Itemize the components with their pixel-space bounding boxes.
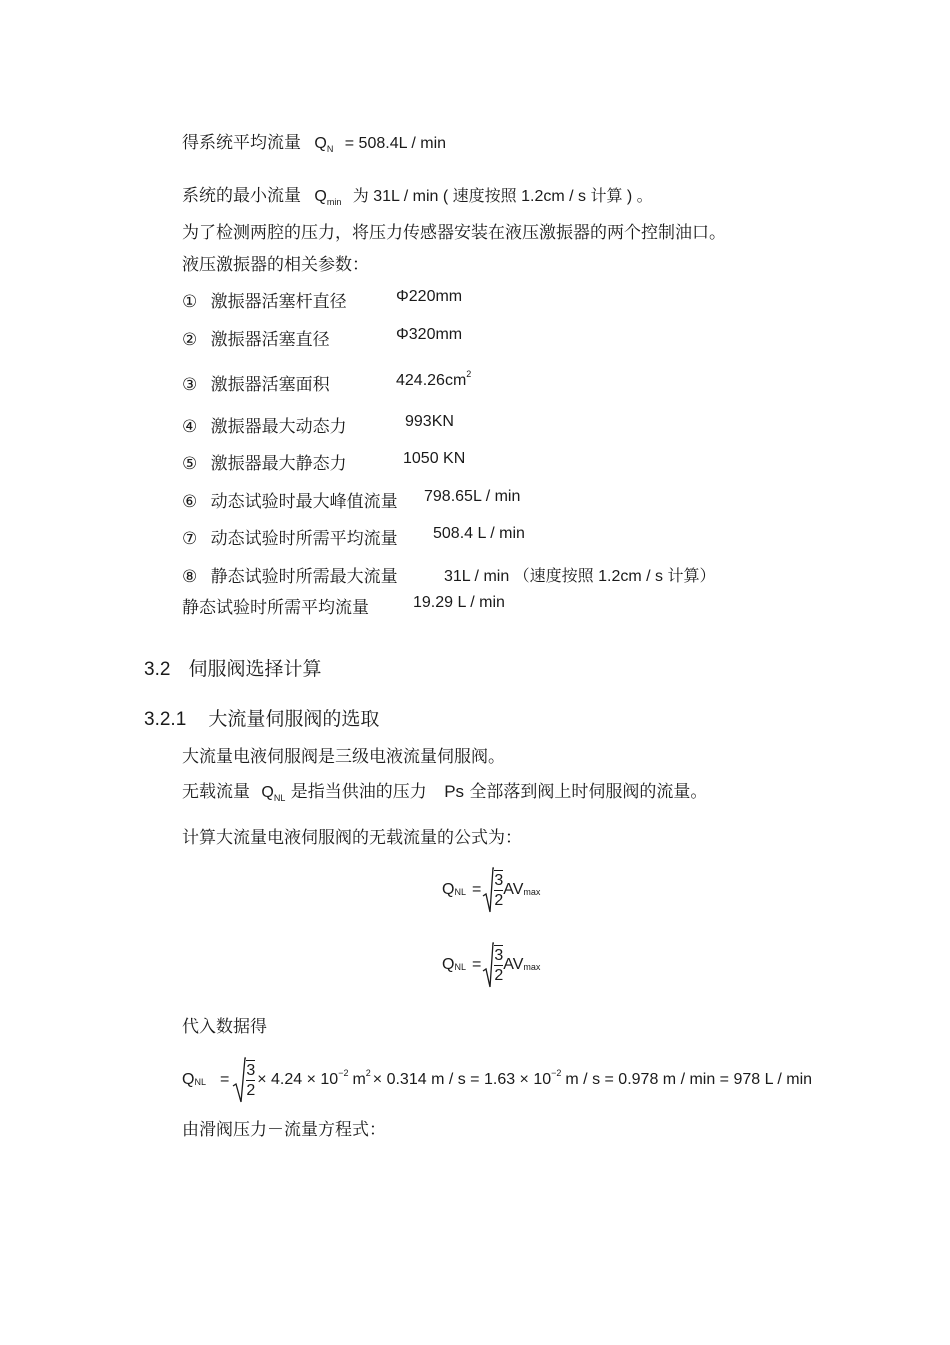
ps-symbol: Ps	[444, 782, 465, 801]
q-symbol: Q	[442, 956, 455, 973]
calc-term: × 0.314 m / s = 1.63 × 10	[372, 1071, 552, 1088]
param-num: ②	[182, 330, 198, 350]
param-num: ①	[182, 292, 198, 312]
param-item-4	[182, 412, 347, 437]
subscript-nl: NL	[454, 962, 466, 972]
param-value-3	[396, 369, 472, 390]
area-value: 424.26cm	[396, 372, 467, 389]
param-item-7	[182, 524, 398, 549]
param-label: 激振器活塞杆直径	[210, 292, 347, 312]
denominator: 2	[494, 892, 504, 909]
q-symbol: Q	[261, 784, 274, 801]
static-avg-value: 19.29 L / min	[413, 594, 505, 611]
section-title: 伺服阀选择计算	[188, 658, 322, 680]
fraction	[494, 945, 503, 985]
sqrt-icon	[482, 941, 494, 989]
subscript-nl: NL	[454, 887, 466, 897]
calc-term: × 4.24 × 10	[257, 1071, 339, 1088]
denominator: 2	[494, 967, 504, 984]
param-num: ③	[182, 375, 198, 395]
static-avg-label: 静态试验时所需平均流量	[182, 598, 369, 618]
params-intro: 液压激振器的相关参数：	[182, 255, 369, 275]
paragraph-text: 无载流量	[182, 782, 250, 802]
fraction	[494, 870, 503, 910]
param-num: ④	[182, 417, 198, 437]
param-label: 激振器活塞直径	[210, 330, 330, 350]
subscript-nl: NL	[194, 1077, 206, 1087]
fraction	[246, 1060, 255, 1100]
avg-flow-line	[182, 128, 446, 153]
superscript-2: 2	[466, 369, 472, 379]
av-symbol: AV	[503, 956, 524, 973]
param-item-6	[182, 487, 398, 512]
param-value-7: 508.4 L / min	[433, 525, 525, 542]
param-label: 激振器最大动态力	[210, 417, 347, 437]
subscript-max: max	[523, 962, 541, 972]
param-label: 动态试验时最大峰值流量	[210, 492, 398, 512]
paragraph-5: 由滑阀压力－流量方程式：	[182, 1120, 386, 1140]
param-value-2: Φ320mm	[396, 326, 463, 343]
subscript-n: N	[326, 144, 334, 154]
min-flow-label: 系统的最小流量	[182, 186, 301, 206]
section-heading-3-2	[144, 654, 321, 681]
q-symbol: Q	[442, 881, 455, 898]
paragraph-3: 计算大流量电液伺服阀的无载流量的公式为：	[182, 828, 522, 848]
q-symbol: Q	[314, 135, 327, 152]
param-label: 静态试验时所需最大流量	[210, 567, 398, 587]
paragraph-4: 代入数据得	[182, 1017, 267, 1037]
av-symbol: AV	[503, 881, 524, 898]
param-label: 动态试验时所需平均流量	[210, 529, 398, 549]
numerator: 3	[494, 872, 504, 889]
sqrt-icon	[482, 866, 494, 914]
exponent: 2	[365, 1068, 371, 1078]
equals-sign: =	[471, 881, 482, 898]
section-heading-3-2-1	[144, 704, 379, 731]
paragraph-text: 是指当供油的压力	[290, 782, 427, 802]
equals-sign: =	[471, 956, 482, 973]
subscript-nl: NL	[273, 793, 286, 803]
formula-qnl-2	[442, 939, 540, 991]
numerator: 3	[494, 947, 504, 964]
formula-qnl-1	[442, 864, 540, 916]
param-value-8: 31L / min （速度按照 1.2cm / s 计算）	[444, 568, 716, 585]
exponent: −2	[551, 1068, 562, 1078]
param-item-5	[182, 449, 347, 474]
calc-unit: m	[352, 1071, 366, 1088]
subscript-max: max	[523, 887, 541, 897]
min-flow-line	[182, 181, 653, 206]
min-flow-expr: 为 31L / min ( 速度按照 1.2cm / s 计算 ) 。	[352, 188, 653, 205]
param-num: ⑧	[182, 567, 198, 587]
param-label: 激振器最大静态力	[210, 454, 347, 474]
paragraph-2	[182, 777, 707, 802]
param-value-5: 1050 KN	[403, 450, 466, 467]
param-item-1	[182, 287, 347, 312]
avg-flow-label: 得系统平均流量	[182, 133, 301, 153]
param-num: ⑥	[182, 492, 198, 512]
param-label: 激振器活塞面积	[210, 375, 330, 395]
param-item-8	[182, 562, 398, 587]
paragraph-1: 大流量电液伺服阀是三级电液流量伺服阀。	[182, 747, 505, 767]
q-symbol: Q	[314, 188, 327, 205]
avg-flow-expr: = 508.4L / min	[344, 135, 447, 152]
param-num: ⑤	[182, 454, 198, 474]
calc-result: m / s = 0.978 m / min = 978 L / min	[565, 1071, 813, 1088]
param-item-3	[182, 370, 330, 395]
param-item-2	[182, 325, 330, 350]
subscript-min: min	[326, 197, 342, 207]
paragraph-text: 全部落到阀上时伺服阀的流量。	[469, 782, 708, 802]
param-value-1: Φ220mm	[396, 288, 463, 305]
q-symbol: Q	[182, 1071, 195, 1088]
param-value-4: 993KN	[405, 413, 454, 430]
equals-sign: =	[219, 1071, 230, 1088]
sensor-text: 为了检测两腔的压力，将压力传感器安装在液压激振器的两个控制油口。	[182, 223, 726, 243]
param-value-6: 798.65L / min	[424, 488, 521, 505]
exponent: −2	[338, 1068, 349, 1078]
param-num: ⑦	[182, 529, 198, 549]
section-title: 大流量伺服阀的选取	[208, 708, 380, 730]
section-number: 3.2.1	[144, 709, 187, 730]
denominator: 2	[246, 1082, 256, 1099]
section-number: 3.2	[144, 659, 171, 680]
numerator: 3	[246, 1062, 256, 1079]
sqrt-icon	[232, 1056, 246, 1104]
calculation-line	[182, 1054, 812, 1106]
